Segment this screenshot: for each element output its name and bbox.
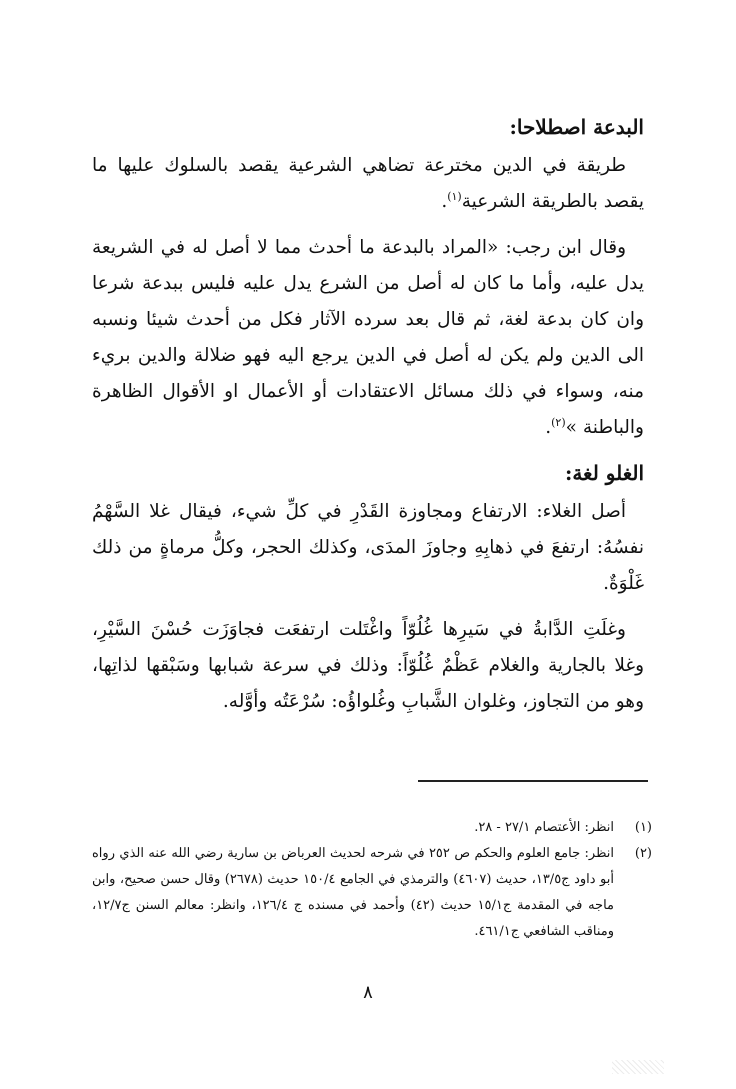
footnote-item [92,841,652,945]
paragraph-definition [92,148,644,220]
paragraph-end: . [441,191,448,212]
paragraph-ibn-rajab-quote [92,230,644,446]
footnote-separator [418,780,648,782]
footnote-number: (٢) [634,846,652,861]
footnote-number: (١) [634,820,652,835]
paragraph-text: وقال ابن رجب: «المراد بالبدعة ما أحدث مما لا أصل له في الشريعة يدل عليه، وأما ما كان له أصل من الشرع يدل عليه فليس ببدعة شرعا وان كان بدعة لغة، ثم قال بعد سرده الآثار فكل من أحدث شيئا ونسبه الى الدين ولم يكن له أصل في الدين يرجع اليه فهو ضلالة والدين بريء منه، وسواء في ذلك مسائل الاعتقادات أو الأعمال او الأقوال الظاهرة والباطنة » [92,237,644,438]
footnote-text: انظر: جامع العلوم والحكم ص ٢٥٢ في شرحه لحديث العرباض بن سارية رضي الله عنه الذي رواه أبو داود ج١٣/٥، حديث (٤٦٠٧) والترمذي في الجامع ١٥٠/٤ حديث (٢٦٧٨) وقال حسن صحيح، وابن ماجه في المقدمة ج١٥/١ حديث (٤٢) وأحمد في مسنده ج ١٢٦/٤، وانظر: معالم السنن ج١٢/٧، ومناقب الشافعي ج٤٦١/١. [92,846,614,939]
paragraph-text: طريقة في الدين مخترعة تضاهي الشرعية يقصد بالسلوك عليها ما يقصد بالطريقة الشرعية [92,155,644,212]
footnote-ref-1[interactable]: (١) [447,189,462,203]
paragraph-end: . [545,417,552,438]
footnote-item [92,815,652,841]
heading-ghuluw-language: الغلو لغة: [564,461,644,485]
main-content [92,110,644,730]
paragraph-ghalat-dabba: وغلَتِ الدَّابةُ في سَيرِها غُلُوّاً واغْتَلت ارتفعَت فجاوَزَت حُسْنَ السَّيْرِ، وغلا بالجارية والغلام عَظْمٌ غُلُوّاً: وذلك في سرعة شبابها وسَبْقها لذاتِها، وهو من التجاوز، وغلوان الشَّبابِ وغُلواؤُه: سُرْعَتُه وأوَّله. [92,619,644,712]
page-number: ٨ [363,982,373,1003]
scan-speckle [612,1060,664,1074]
paragraph-ghalaa-origin: أصل الغلاء: الارتفاع ومجاوزة القَدْرِ في كلِّ شيء، فيقال غلا السَّهْمُ نفسُهُ: ارتفعَ في ذهابِهِ وجاوزَ المدَى، وكذلك الحجر، وكلُّ مرماةٍ من ذلك غَلْوَةٌ. [92,501,644,594]
heading-bidaa-term: البدعة اصطلاحا: [509,115,644,139]
footnote-ref-2[interactable]: (٢) [551,415,566,429]
footnotes [92,815,652,945]
footnote-text: انظر: الأعتصام ٢٧/١ - ٢٨. [474,820,614,835]
